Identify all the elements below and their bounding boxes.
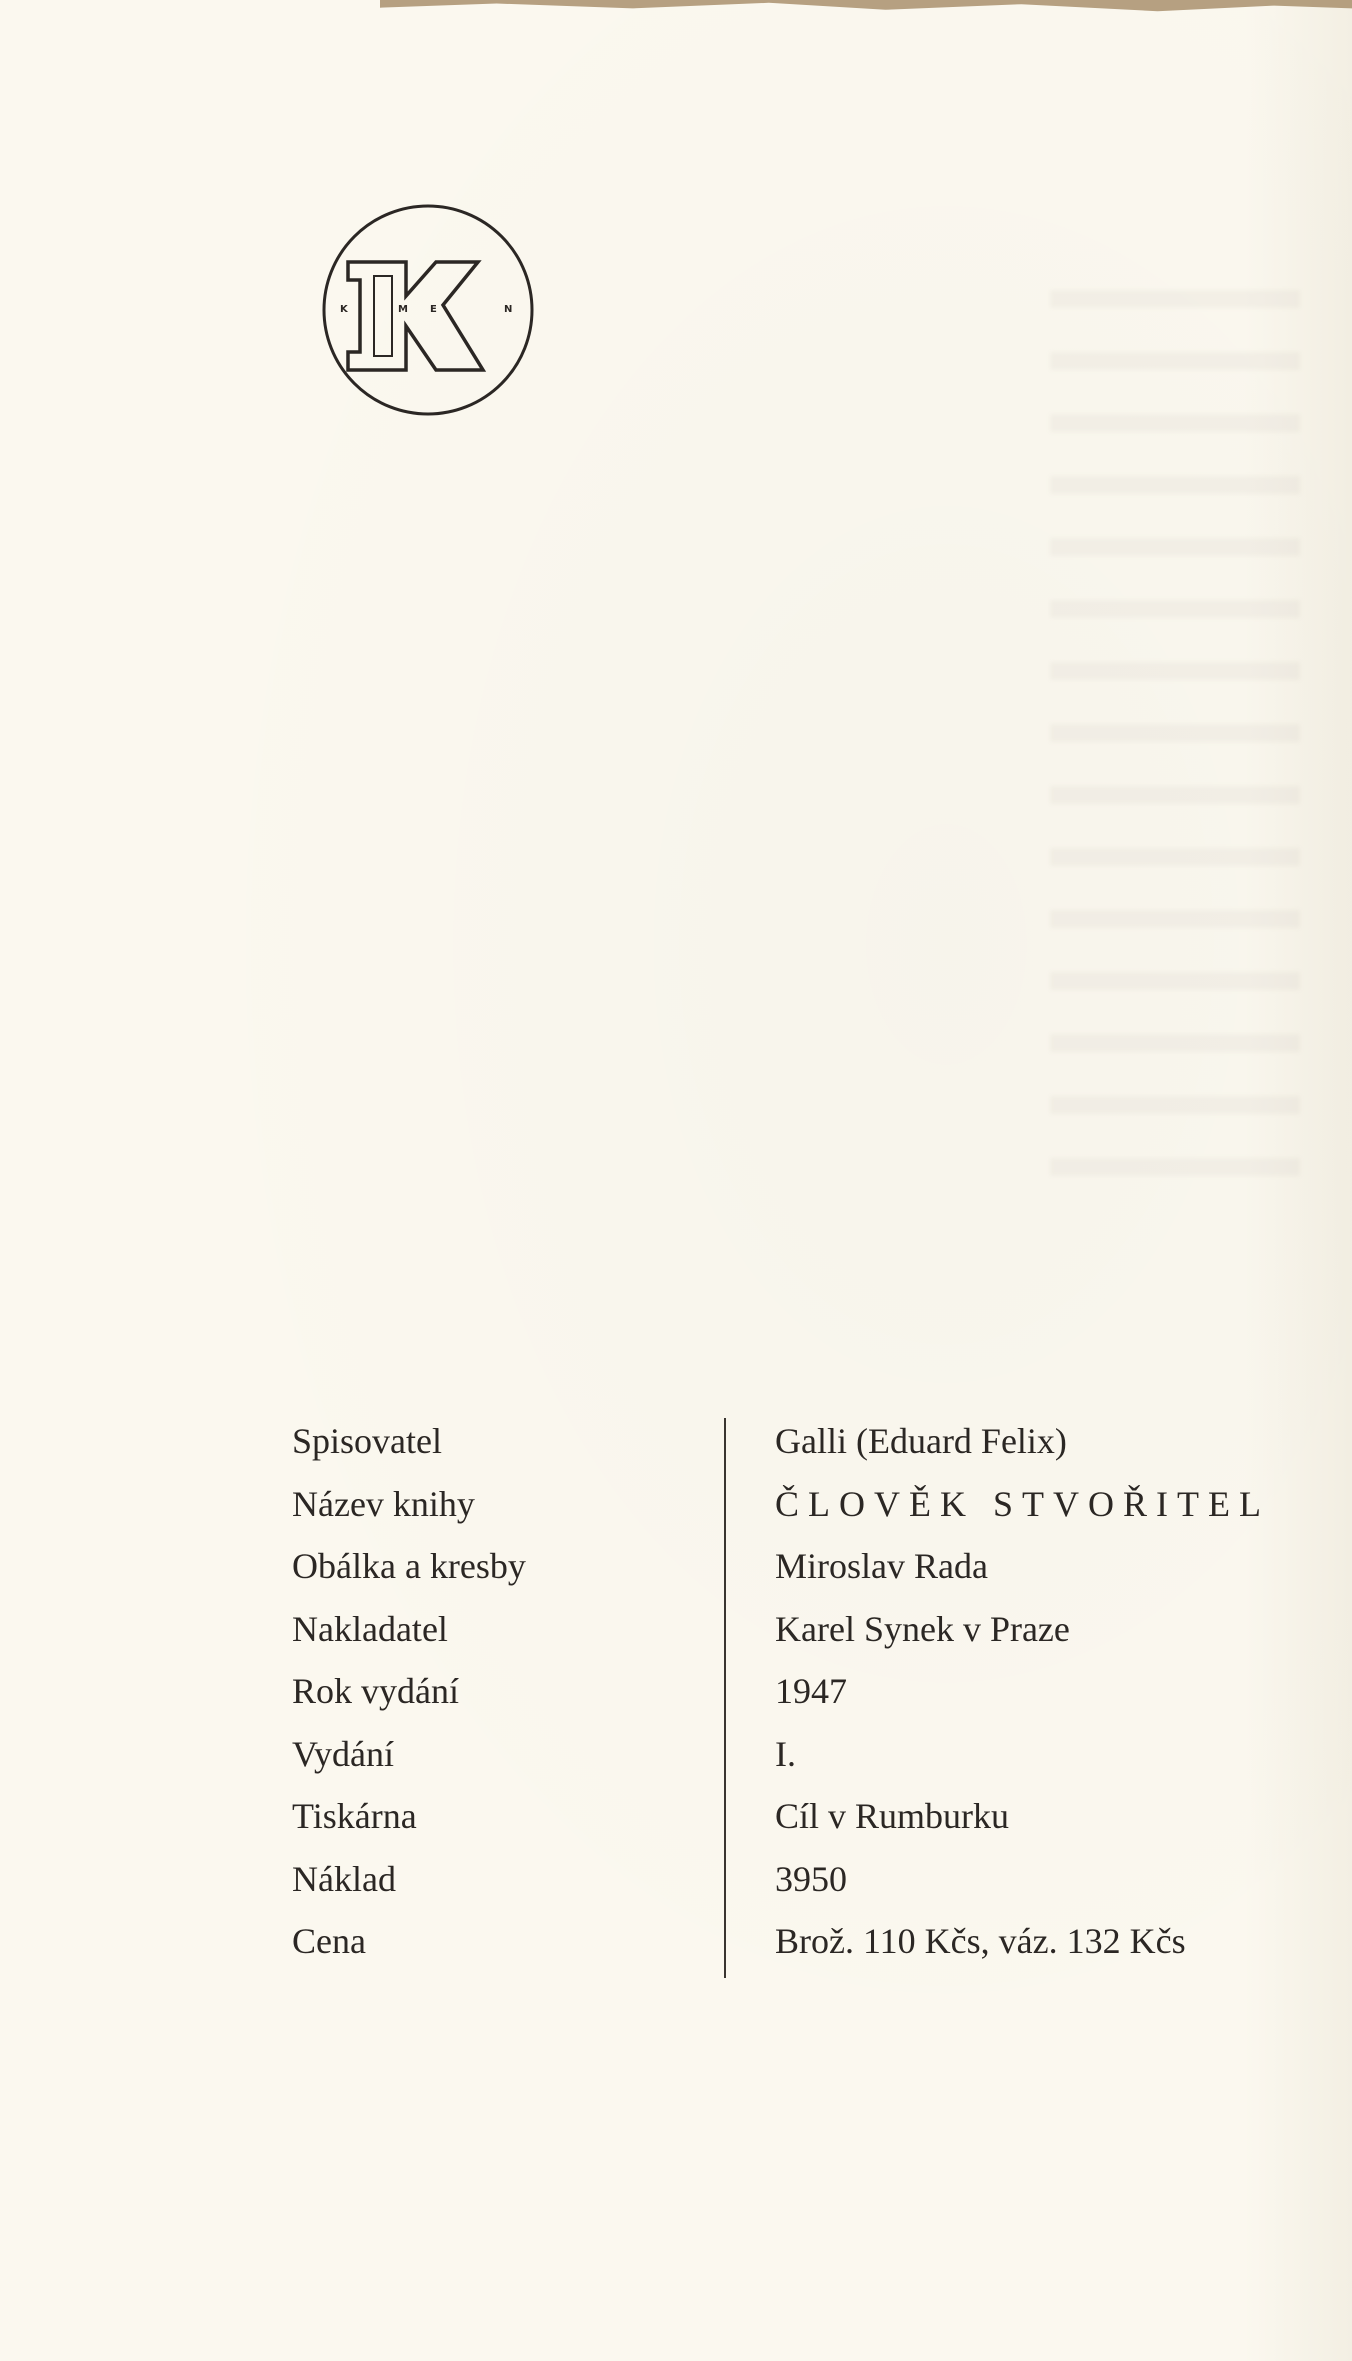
row-label: Cena: [292, 1921, 366, 1961]
torn-paper-edge: [380, 0, 1352, 14]
row-value: Karel Synek v Praze: [775, 1608, 1070, 1649]
colophon-row-price: [292, 1910, 1352, 1973]
colophon-row-publisher: [292, 1598, 1352, 1661]
row-value: ČLOVĚK STVOŘITEL: [775, 1483, 1270, 1524]
show-through-text: [1050, 290, 1300, 1190]
row-label: Náklad: [292, 1858, 396, 1899]
colophon-row-print-run: [292, 1848, 1352, 1911]
row-value: Brož. 110 Kčs, váz. 132 Kčs: [775, 1921, 1186, 1961]
row-label: Název knihy: [292, 1483, 475, 1524]
logo-letter-m: M: [398, 304, 408, 315]
colophon-table: [292, 1410, 1352, 1973]
row-label: Nakladatel: [292, 1608, 448, 1649]
row-value: 3950: [775, 1858, 847, 1899]
row-label: Spisovatel: [292, 1421, 442, 1461]
row-value: Galli (Eduard Felix): [775, 1421, 1067, 1461]
row-value: Cíl v Rumburku: [775, 1796, 1010, 1836]
logo-letter-n: N: [504, 304, 513, 315]
row-value: Miroslav Rada: [775, 1546, 988, 1586]
colophon-row-title: [292, 1473, 1352, 1536]
logo-letter-e: E: [430, 304, 437, 315]
row-label: Vydání: [292, 1733, 394, 1774]
publisher-logo: [318, 200, 538, 420]
row-label: Tiskárna: [292, 1796, 417, 1836]
kmen-logo-icon: [318, 200, 538, 420]
logo-letter-k: K: [340, 304, 348, 315]
colophon-row-edition: [292, 1723, 1352, 1786]
row-label: Rok vydání: [292, 1671, 459, 1711]
row-value: I.: [775, 1733, 796, 1774]
logo-letters: [340, 304, 512, 315]
colophon-row-author: [292, 1410, 1352, 1473]
colophon-row-year: [292, 1660, 1352, 1723]
colophon-row-cover: [292, 1535, 1352, 1598]
row-label: Obálka a kresby: [292, 1546, 526, 1586]
colophon-row-printer: [292, 1785, 1352, 1848]
row-value: 1947: [775, 1671, 847, 1711]
